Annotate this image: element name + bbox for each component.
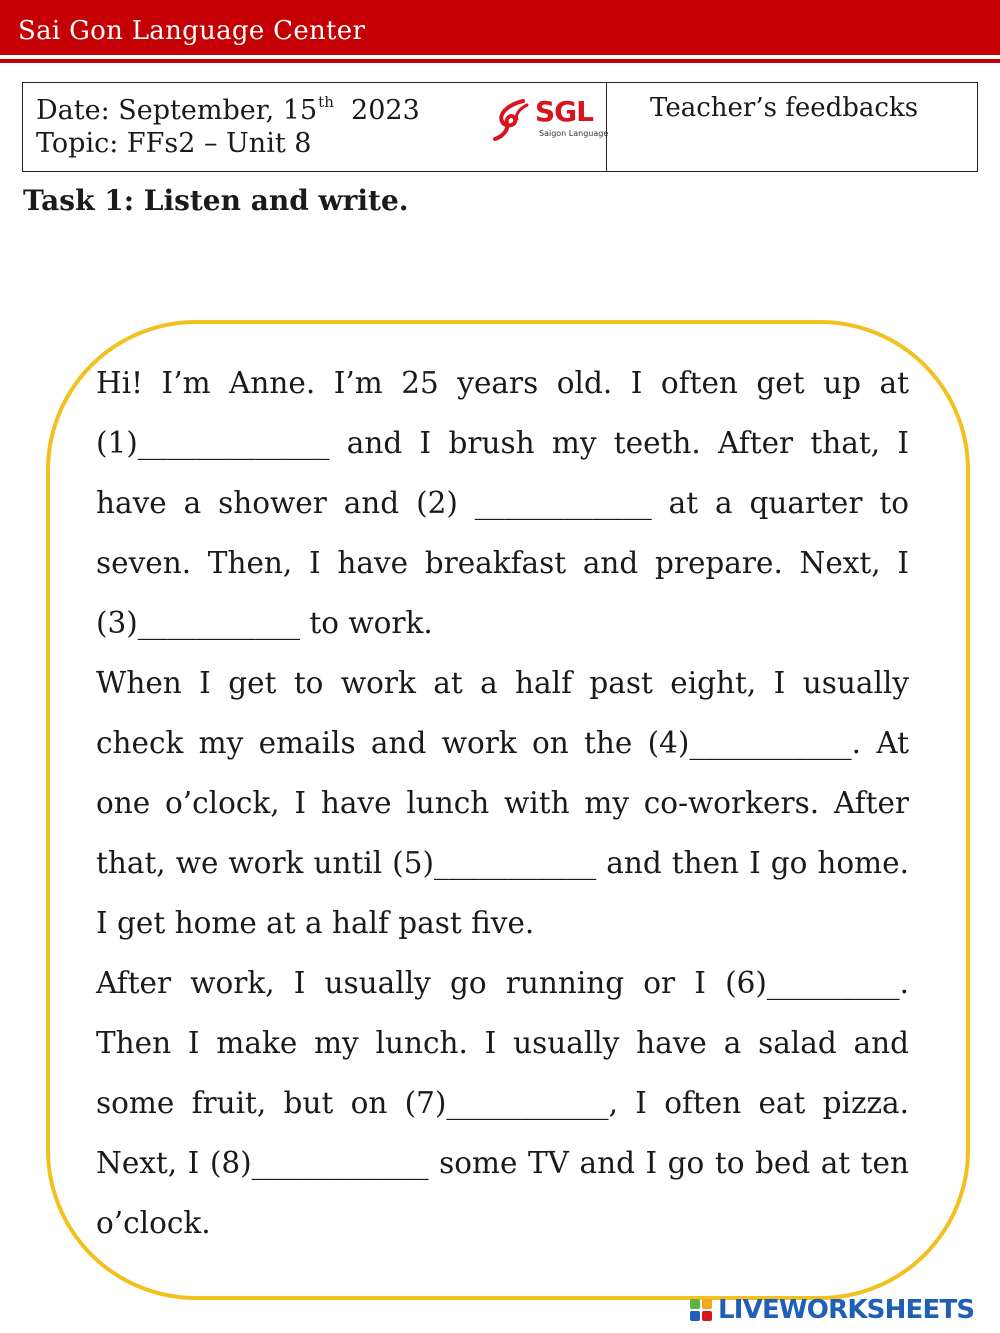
paragraph-3: After work, I usually go running or I (6)_________. Then I make my lunch. I usually have a salad and some fruit, but on (7)___________, I often eat pizza. Next, I (8)____________ some TV and I go to bed at ten o’clock. [96,966,909,1240]
liveworksheets-brand: LIVEWORKSHEETS [718,1295,975,1325]
task-title: Task 1: Listen and write. [23,184,409,217]
center-name: Sai Gon Language Center [18,16,366,46]
paragraph-2: When I get to work at a half past eight, I usually check my emails and work on the (4)___________. At one o’clock, I have lunch with my co-workers. After that, we work until (5)___________ and then I go home. I get home at a half past five. [96,666,909,940]
passage [96,353,909,1253]
sgl-swoosh-icon [493,97,537,143]
logo-text: SGL [535,95,593,128]
topic-line: Topic: FFs2 – Unit 8 [36,128,312,159]
top-banner [0,0,1000,55]
date-line [36,93,420,126]
date-year: 2023 [351,95,420,126]
logo-subtitle: Saigon Language [539,129,609,138]
date-label: Date: September, 15 [36,95,318,126]
paragraph-1: Hi! I’m Anne. I’m 25 years old. I often get up at (1)_____________ and I brush my teeth. After that, I have a shower and (2) ____________ at a quarter to seven. Then, I have breakfast and prepare. Next, I (3)___________ to work. [96,366,909,640]
info-cell [23,83,607,171]
info-table [22,82,978,172]
banner-divider [0,59,1000,63]
sgl-logo [493,95,609,143]
date-suffix: th [318,93,334,111]
liveworksheets-icon [690,1299,714,1323]
teacher-feedback-label: Teacher’s feedbacks [650,93,919,123]
